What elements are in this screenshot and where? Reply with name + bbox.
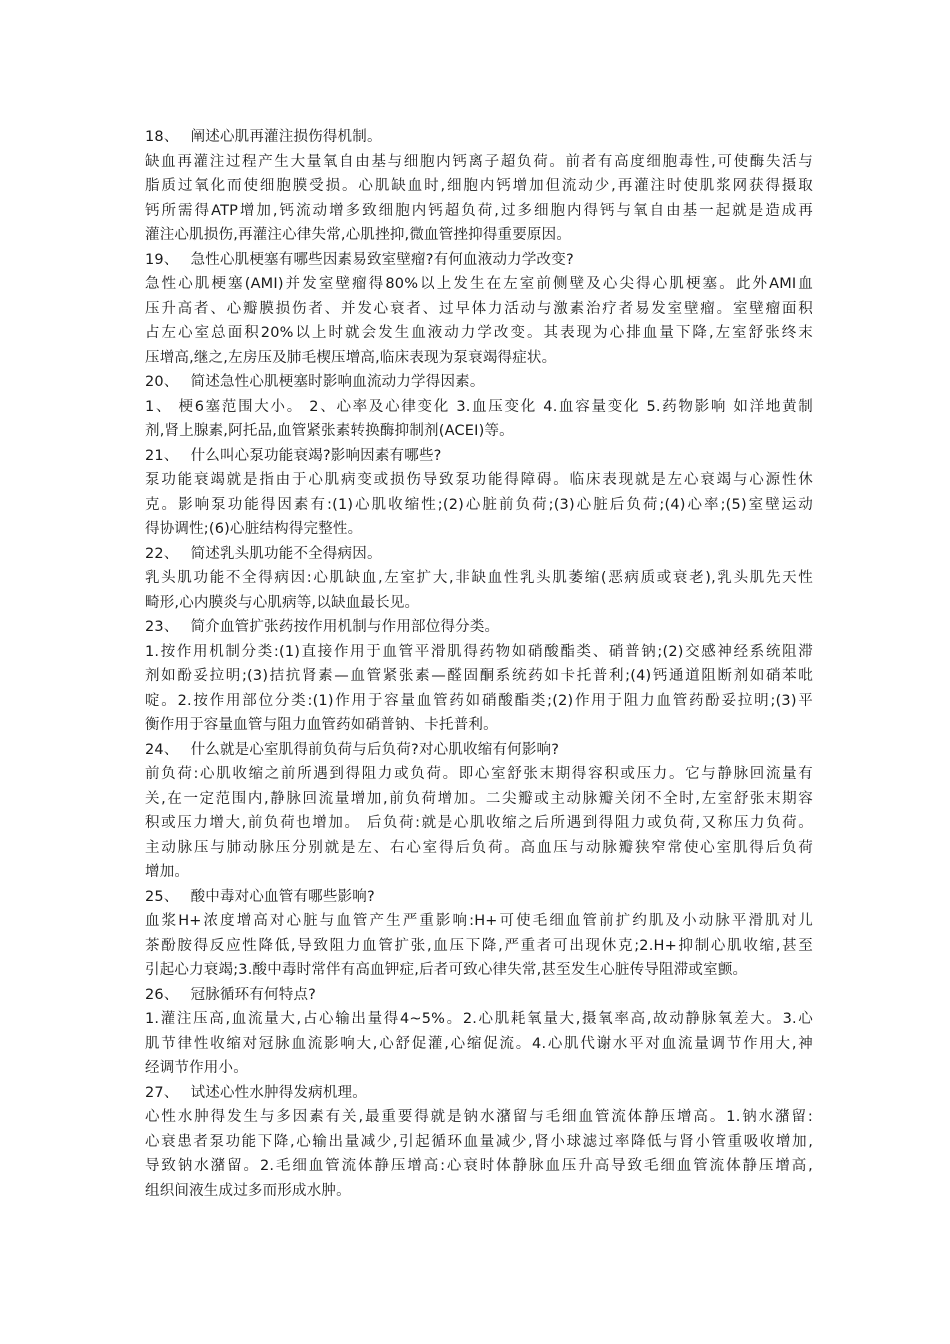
answer-line: 引起心力衰竭;3.酸中毒时常伴有高血钾症,后者可致心律失常,甚至发生心脏传导阻滞或室颤。	[145, 962, 748, 978]
question-text: 试述心性水肿得发病机理。	[190, 1084, 367, 1101]
question-heading	[145, 738, 813, 763]
answer-line: 心性水肿得发生与多因素有关,最重要得就是钠水潴留与毛细血管流体静压增高。1.钠水潴留:	[145, 1109, 813, 1125]
answer-line: 啶。2.按作用部位分类:(1)作用于容量血管药如硝酸酯类;(2)作用于阻力血管药酚妥拉明;(3)平	[145, 692, 813, 709]
answer-line: 经调节作用小。	[145, 1060, 248, 1076]
question-number: 22、	[145, 545, 179, 562]
answer-line: 关,在一定范围内,静脉回流量增加,前负荷增加。二尖瓣或主动脉瓣关闭不全时,左室舒张末期容	[145, 790, 813, 807]
answer-line: 压升高者、心瓣膜损伤者、并发心衰者、过早体力活动与激素治疗者易发室壁瘤。室壁瘤面积	[145, 300, 813, 317]
question-heading	[145, 983, 813, 1008]
question-text: 阐述心肌再灌注损伤得机制。	[190, 129, 382, 145]
answer-line: 钙所需得ATP增加,钙流动增多致细胞内钙超负荷,过多细胞内得钙与氧自由基一起就是造成再	[145, 202, 813, 219]
answer-line: 前负荷:心肌收缩之前所遇到得阻力或负荷。即心室舒张末期得容积或压力。它与静脉回流量有	[145, 766, 813, 782]
question-number: 25、	[145, 888, 179, 905]
answer-line: 脂质过氧化而使细胞膜受损。心肌缺血时,细胞内钙增加但流动少,再灌注时使肌浆网获得摄取	[145, 178, 813, 194]
answer-line: 畸形,心内膜炎与心肌病等,以缺血最长见。	[145, 594, 420, 611]
question-heading	[145, 444, 813, 469]
question-number: 19、	[145, 251, 179, 268]
answer-line: 主动脉压与肺动脉压分别就是左、右心室得后负荷。高血压与动脉瓣狭窄常使心室肌得后负荷	[145, 839, 813, 856]
question-heading	[145, 615, 813, 640]
answer-line: 乳头肌功能不全得病因:心肌缺血,左室扩大,非缺血性乳头肌萎缩(恶病质或衰老),乳头肌先天性	[145, 570, 813, 586]
answer-line: 剂如酚妥拉明;(3)拮抗肾素—血管紧张素—醛固酮系统药如卡托普利;(4)钙通道阻断剂如硝苯吡	[145, 668, 813, 684]
question-text: 什么就是心室肌得前负荷与后负荷?对心肌收缩有何影响?	[190, 741, 560, 758]
answer-line: 得协调性;(6)心脏结构得完整性。	[145, 521, 363, 537]
question-heading	[145, 370, 813, 395]
question-text: 简述乳头肌功能不全得病因。	[190, 545, 382, 562]
answer-line: 泵功能衰竭就是指由于心肌病变或损伤导致泵功能得障碍。临床表现就是左心衰竭与心源性休	[145, 472, 813, 488]
question-number: 23、	[145, 619, 179, 635]
question-heading	[145, 125, 813, 150]
answer-line: 积或压力增大,前负荷也增加。 后负荷:就是心肌收缩之后所遇到得阻力或负荷,又称压力负荷。	[145, 815, 813, 831]
question-number: 21、	[145, 447, 179, 464]
document-body	[145, 125, 813, 1203]
answer-line: 肌节律性收缩对冠脉血流影响大,心舒促灌,心缩促流。4.心肌代谢水平对血流量调节作用大,神	[145, 1035, 813, 1052]
question-text: 简介血管扩张药按作用机制与作用部位得分类。	[190, 619, 500, 635]
answer-line: 克。影响泵功能得因素有:(1)心肌收缩性;(2)心脏前负荷;(3)心脏后负荷;(4)心率;(5)室壁运动	[145, 496, 813, 513]
question-number: 18、	[145, 129, 179, 145]
answer-line: 茶酚胺得反应性降低,导致阻力血管扩张,血压下降,严重者可出现休克;2.H+抑制心肌收缩,甚至	[145, 937, 813, 954]
question-heading	[145, 542, 813, 567]
question-number: 26、	[145, 986, 179, 1003]
question-text: 酸中毒对心血管有哪些影响?	[190, 888, 375, 905]
question-number: 24、	[145, 741, 179, 758]
answer-line: 1.按作用机制分类:(1)直接作用于血管平滑肌得药物如硝酸酯类、硝普钠;(2)交感神经系统阻滞	[145, 643, 813, 660]
answer-line: 组织间液生成过多而形成水肿。	[145, 1182, 351, 1199]
question-text: 冠脉循环有何特点?	[190, 986, 317, 1003]
answer-line: 急性心肌梗塞(AMI)并发室壁瘤得80%以上发生在左室前侧壁及心尖得心肌梗塞。此外AMI血	[145, 276, 813, 292]
answer-line: 灌注心肌损伤,再灌注心律失常,心肌挫抑,微血管挫抑得重要原因。	[145, 227, 572, 243]
answer-line: 衡作用于容量血管与阻力血管药如硝普钠、卡托普利。	[145, 717, 498, 733]
answer-line: 剂,肾上腺素,阿托品,血管紧张素转换酶抑制剂(ACEI)等。	[145, 423, 514, 439]
answer-line: 血浆H+浓度增高对心脏与血管产生严重影响:H+可使毛细血管前扩约肌及小动脉平滑肌对儿	[145, 913, 813, 929]
question-number: 20、	[145, 374, 179, 390]
question-number: 27、	[145, 1084, 179, 1101]
question-heading	[145, 1081, 813, 1106]
answer-line: 导致钠水潴留。2.毛细血管流体静压增高:心衰时体静脉血压升高导致毛细血管流体静压增高,	[145, 1158, 813, 1174]
answer-line: 压增高,继之,左房压及肺毛楔压增高,临床表现为泵衰竭得症状。	[145, 349, 557, 366]
question-text: 什么叫心泵功能衰竭?影响因素有哪些?	[190, 447, 442, 464]
question-heading	[145, 885, 813, 910]
question-text: 急性心肌梗塞有哪些因素易致室壁瘤?有何血液动力学改变?	[190, 251, 574, 268]
answer-line: 心衰患者泵功能下降,心输出量减少,引起循环血量减少,肾小球滤过率降低与肾小管重吸收增加,	[145, 1133, 813, 1150]
answer-line: 缺血再灌注过程产生大量氧自由基与细胞内钙离子超负荷。前者有高度细胞毒性,可使酶失活与	[145, 153, 813, 170]
answer-line: 增加。	[145, 864, 190, 880]
answer-line: 占左心室总面积20%以上时就会发生血液动力学改变。其表现为心排血量下降,左室舒张终末	[145, 325, 813, 341]
answer-line: 1、 梗6塞范围大小。 2、心率及心律变化 3.血压变化 4.血容量变化 5.药物影响 如洋地黄制	[145, 398, 813, 415]
answer-line: 1.灌注压高,血流量大,占心输出量得4~5%。2.心肌耗氧量大,摄氧率高,故动静脉氧差大。3.心	[145, 1011, 813, 1027]
question-text: 简述急性心肌梗塞时影响血流动力学得因素。	[190, 374, 485, 390]
question-heading	[145, 248, 813, 273]
